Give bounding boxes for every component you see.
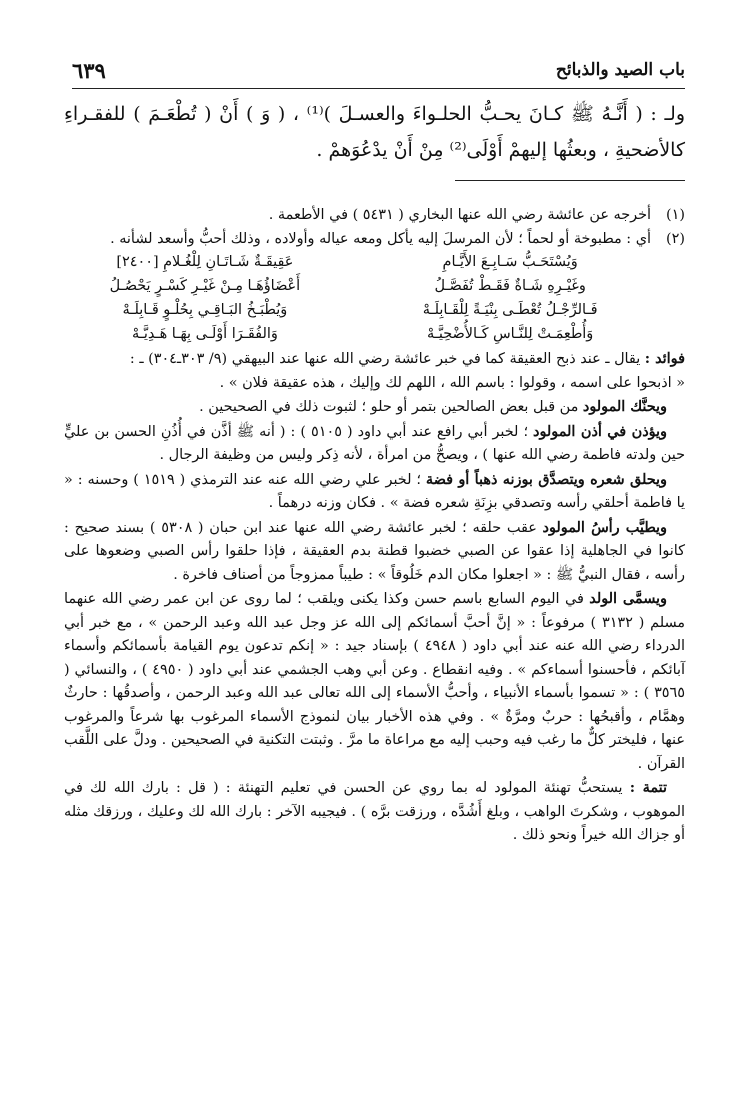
supplication-quote [64, 372, 685, 396]
paragraph-text: عقب حلقه ؛ لخبر عائشة رضي الله عنها عند ابن حبان ( ٥٣٠٨ ) بسند صحيح : كانوا في الجاهلية إذا عقوا عن الصبي خضبوا قطنة بدم العقيقة ، فإذا حلقوا رأس الصبي وضعوها على رأسه ، فقال النبيُّ ﷺ : « اجعلوا مكان الدم خَلُوقاً » : طيباً ممزوجاً من أصناف فاخرة . [64, 519, 685, 583]
page-header [72, 58, 685, 89]
paragraph-text: في اليوم السابع باسم حسن وكذا يكنى ويلقب ؛ لما روى عن ابن عمر رضي الله عنهما مسلم ( ٣١٣٢ ) مرفوعاً : « إنَّ أحبَّ أسمائكم إلى الله عز وجل عبد الله وعبد الرحمن » ، مع خبر أبي الدرداء رضي الله عنه عند أبي داود ( ٤٩٤٨ ) بإسناد جيد : « إنكم تدعون يوم القيامة بأسمائكم وأسماء آبائكم ، فأحسنوا أسماءكم » . وفيه انقطاع . وعن أبي وهب الجشمي عند أبي داود ( ٤٩٥٠ ) ، والنسائي ( ٣٥٦٥ ) : « تسموا بأسماء الأنبياء ، وأحبُّ الأسماء إلى الله تعالى عبد الله وعبد الرحمن ، وأصدقُها : حارثٌ وهمَّام ، وأقبحُها : حربٌ ومرَّةٌ » . وفي هذه الأخبار بيان لنموذج الأسماء المرغوب بها شرعاً والمرغوب عنها ، فليختر كلٌّ ما رغب فيه وحبب إليه مع مراعاة ما مرَّ . وثبتت التكنية في الصحيحين . ودلَّ على اللَّقب القرآن . [64, 591, 686, 772]
benefits-intro [64, 347, 685, 372]
verse-first-hemistich: وغَيْـرِهِ شَـاةٌ فَقَـطْ تُفَصَّـلُ [434, 278, 586, 294]
verse-line [64, 275, 651, 299]
paragraph-lead: تتمة : [629, 779, 667, 796]
paragraph-lead: ويحنَّك المولود [582, 398, 667, 415]
footnote [64, 204, 685, 228]
paragraph-lead: ويؤذن في أذن المولود [533, 422, 668, 440]
perfuming-paragraph [64, 516, 685, 588]
paragraph-text: يقال ـ عند ذبح العقيقة كما في خبر عائشة رضي الله عنها عند البيهقي (٩/ ٣٠٣ـ٣٠٤) ـ : [129, 351, 645, 367]
main-text: ولـ : ( أَنَّـهُ ﷺ كـانَ يحـبُّ الحلـواءَ والعسـلَ )⁽¹⁾ ، ( وَ ) أَنْ ( تُطْعَـمَ ) للفقـراءِ كالأضحيةِ ، وبعثُها إليهمْ أَوْلَى⁽²⁾ مِنْ أَنْ يدْعُوَهمْ . [64, 103, 685, 161]
verse-line [64, 323, 651, 347]
verse-second-hemistich: وَالفُقَـرَا أَوْلَـى بِهَـا هَـدِيَّـهْ [131, 326, 278, 342]
page-number: ٦٣٩ [72, 58, 106, 83]
chapter-title: باب الصيد والذبائح [555, 60, 685, 80]
hair-shaving-paragraph [64, 468, 685, 516]
congratulation-paragraph [64, 776, 685, 848]
paragraph-text: من قبل بعض الصالحين بتمر أو حلو ؛ لثبوت ذلك في الصحيحين . [199, 399, 583, 415]
footnote [64, 228, 685, 252]
naming-paragraph [64, 587, 685, 776]
paragraph-lead: فوائد : [644, 350, 685, 367]
paragraph-text: ؛ لخبر علي رضي الله عنه عند الترمذي ( ١٥١٩ ) وحسنه : « يا فاطمة أحلقي رأسه وتصدقي بزِنَةِ شعره فضة » . فكان وزنه درهماً . [64, 471, 685, 511]
adhan-paragraph [64, 420, 685, 468]
notes-section [64, 204, 685, 848]
footnote-text: أخرجه عن عائشة رضي الله عنها البخاري ( ٥٤٣١ ) في الأطعمة . [268, 207, 651, 223]
paragraph-lead: ويحلق شعره ويتصدَّق بوزنه ذهباً أو فضة [425, 470, 667, 488]
poem-verses [64, 251, 651, 347]
verse-first-hemistich: وَأُطْعِمَـتْ لِلنَّـاسِ كَـالأُضْحِيَّـهْ [426, 326, 594, 342]
footnote-number: (١) [666, 207, 685, 223]
verse-first-hemistich: وَيُسْتَحَـبُّ سَـابِـعَ الأَيَّـامِ [442, 254, 578, 270]
paragraph-lead: ويسمَّى الولد [589, 590, 667, 607]
paragraph-text: يستحبُّ تهنئة المولود له بما روي عن الحسن في تعليم التهنئة : ( قل : بارك الله لك في الموهوب ، وشكرتَ الواهب ، وبلغ أَشُدَّه ، ورزقت برَّه ) . فيجيبه الآخر : بارك الله لك وعليك ، ورزقك مثله أو جزاك الله خيراً ونحو ذلك . [64, 780, 685, 843]
paragraph-text: « اذبحوا على اسمه ، وقولوا : باسم الله ، اللهم لك وإليك ، هذه عقيقة فلان » . [219, 374, 685, 391]
verse-first-hemistich: فَـالرِّجْـلُ تُعْطَـى بِنْيَـةً لِلْقَـابِلَـهْ [422, 302, 598, 318]
verse-second-hemistich: وَيُطْبَـخُ البَـاقِـي بِحُلْـوٍ قَـابِلَـهْ [122, 302, 288, 318]
verse-line [64, 251, 651, 275]
paragraph-text: ؛ لخبر أبي رافع عند أبي داود ( ٥١٠٥ ) : ( أنه ﷺ أذَّن في أُذُنِ الحسن بن عليٍّ حين ولدته فاطمة رضي الله عنها ) ، ويصحُّ من امرأة ، لأنه ذِكر وليس من وظيفة الرجال . [64, 423, 685, 463]
verse-second-hemistich: أَعْضَاؤُهَـا مِـنْ غَيْـرِ كَسْـرٍ يَحْصُـلُ [109, 278, 301, 294]
footnote-separator [455, 180, 685, 181]
footnote-text: أي : مطبوخة أو لحماً ؛ لأن المرسلَ إليه يأكل ومعه عياله وأولاده ، وذلك أحبُّ وأسعد لشأنه . [110, 230, 651, 247]
footnote-number: (٢) [666, 230, 685, 247]
paragraph-lead: ويطيَّب رأسُ المولود [542, 518, 667, 536]
verse-line [64, 299, 651, 323]
tahnik-paragraph [64, 395, 685, 420]
main-text-block [64, 96, 685, 168]
verse-second-hemistich: عَقِيقَـةٌ شَـاتَـانِ لِلْغُـلامِ [٢٤٠٠] [116, 254, 294, 270]
